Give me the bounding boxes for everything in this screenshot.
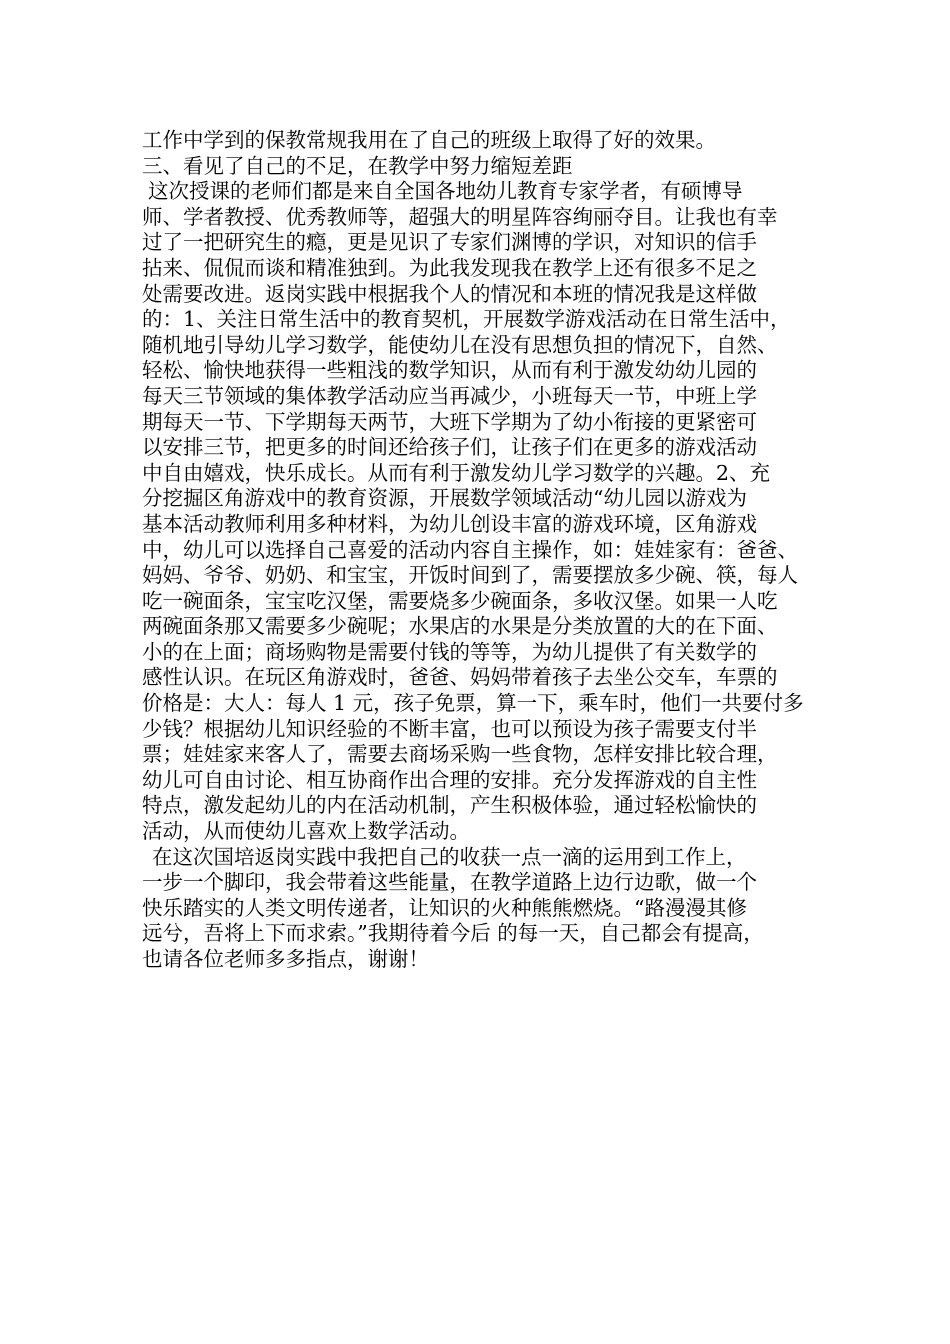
text-line: 少钱？根据幼儿知识经验的不断丰富，也可以预设为孩子需要支付半 xyxy=(142,716,757,741)
text-line: 期每天一节、下学期每天两节，大班下学期为了幼小衔接的更紧密可 xyxy=(142,409,757,434)
text-line: 感性认识。在玩区角游戏时，爸爸、妈妈带着孩子去坐公交车，车票的 xyxy=(142,665,778,690)
text-line: 票；娃娃家来客人了，需要去商场采购一些食物，怎样安排比较合理， xyxy=(142,742,778,767)
text-line: 在这次国培返岗实践中我把自己的收获一点一滴的运用到工作上， xyxy=(152,844,747,869)
text-line: 过了一把研究生的瘾，更是见识了专家们渊博的学识，对知识的信手 xyxy=(142,230,757,255)
text-line: 工作中学到的保教常规我用在了自己的班级上取得了好的效果。 xyxy=(142,128,716,152)
text-line: 两碗面条那又需要多少碗呢；水果店的水果是分类放置的大的在下面、 xyxy=(142,614,778,639)
text-line: 这次授课的老师们都是来自全国各地幼儿教育专家学者，有硕博导 xyxy=(148,179,743,204)
section-heading: 三、看见了自己的不足，在教学中努力缩短差距 xyxy=(142,153,573,178)
text-line: 快乐踏实的人类文明传递者，让知识的火种熊熊燃烧。“路漫漫其修 xyxy=(142,895,747,920)
document-body xyxy=(142,128,817,973)
text-line: 轻松、愉快地获得一些粗浅的数学知识，从而有利于激发幼幼儿园的 xyxy=(142,358,757,383)
text-line: 处需要改进。返岗实践中根据我个人的情况和本班的情况我是这样做 xyxy=(142,281,757,306)
text-line: 随机地引导幼儿学习数学，能使幼儿在没有思想负担的情况下，自然、 xyxy=(142,332,778,357)
text-line: 师、学者教授、优秀教师等，超强大的明星阵容绚丽夺目。让我也有幸 xyxy=(142,204,778,229)
text-line: 小的在上面；商场购物是需要付钱的等等，为幼儿提供了有关数学的 xyxy=(142,639,757,664)
text-line: 妈妈、爷爷、奶奶、和宝宝，开饭时间到了，需要摆放多少碗、筷，每人 xyxy=(142,563,798,588)
text-line: 活动，从而使幼儿喜欢上数学活动。 xyxy=(142,819,470,844)
text-line: 特点，激发起幼儿的内在活动机制，产生积极体验，通过轻松愉快的 xyxy=(142,793,757,818)
text-line: 以安排三节，把更多的时间还给孩子们，让孩子们在更多的游戏活动 xyxy=(142,435,757,460)
text-line: 幼儿可自由讨论、相互协商作出合理的安排。充分发挥游戏的自主性 xyxy=(142,767,757,792)
text-line: 中，幼儿可以选择自己喜爱的活动内容自主操作，如：娃娃家有：爸爸、 xyxy=(142,537,798,562)
text-line: 也请各位老师多多指点，谢谢！ xyxy=(142,947,429,971)
text-line: 每天三节领域的集体教学活动应当再减少，小班每天一节，中班上学 xyxy=(142,383,757,408)
text-line: 远兮，吾将上下而求索。”我期待着今后 的每一天，自己都会有提高， xyxy=(142,921,764,946)
text-line: 中自由嬉戏，快乐成长。从而有利于激发幼儿学习数学的兴趣。2、充 xyxy=(142,460,771,485)
text-line: 拈来、侃侃而谈和精准独到。为此我发现我在教学上还有很多不足之 xyxy=(142,255,757,280)
text-line: 分挖掘区角游戏中的教育资源，开展数学领域活动“幼儿园以游戏为 xyxy=(142,486,747,511)
text-line: 的：1、关注日常生活中的教育契机，开展数学游戏活动在日常生活中， xyxy=(142,307,791,332)
text-line: 吃一碗面条，宝宝吃汉堡，需要烧多少碗面条，多收汉堡。如果一人吃 xyxy=(142,588,778,613)
text-line: 一步一个脚印，我会带着这些能量，在教学道路上边行边歌，做一个 xyxy=(142,870,757,895)
text-line: 价格是：大人：每人 1 元，孩子免票，算一下，乘车时，他们一共要付多 xyxy=(142,691,804,716)
text-line: 基本活动教师利用多种材料，为幼儿创设丰富的游戏环境，区角游戏 xyxy=(142,511,757,536)
